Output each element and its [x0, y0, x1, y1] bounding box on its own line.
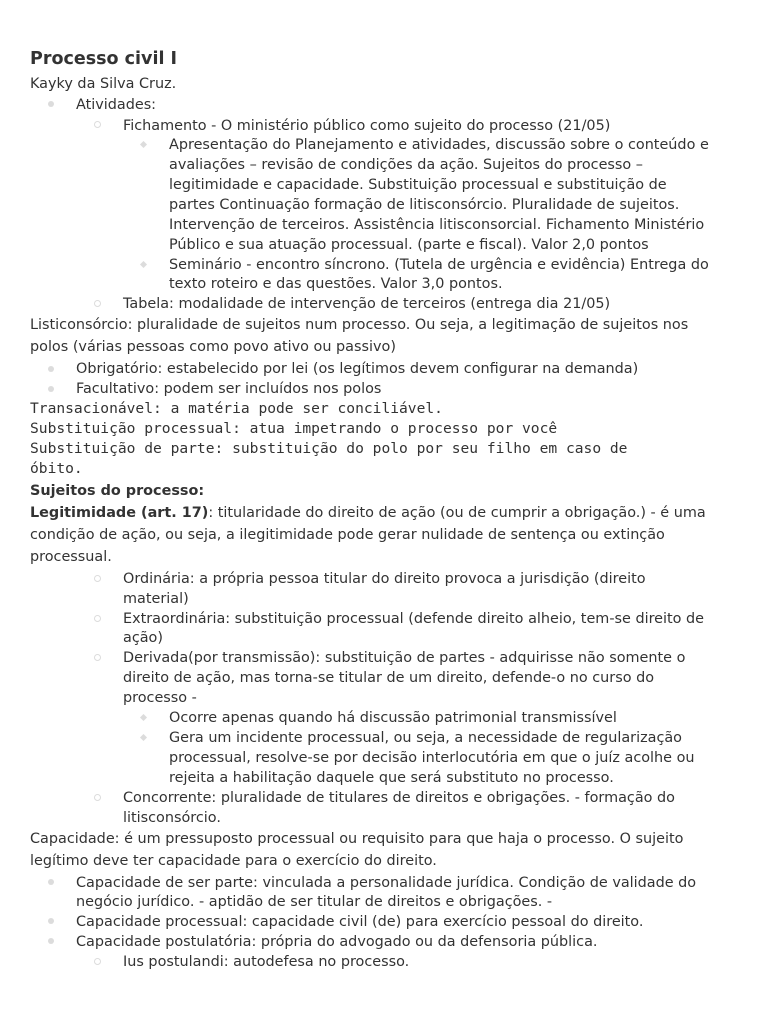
list-item-cap-postulatoria: Capacidade postulatória: própria do advogado ou da defensoria pública. — [76, 934, 598, 950]
page-title: Processo civil I — [30, 49, 178, 69]
ocorre-line: Ocorre apenas quando há discussão patrimonial transmissível — [169, 710, 617, 726]
concorrente-line-2: litisconsórcio. — [123, 810, 221, 826]
bullet-icon — [48, 386, 54, 392]
concorrente-line-1: Concorrente: pluralidade de titulares de direitos e obrigações. - formação do — [123, 790, 675, 806]
list-item-cap-processual: Capacidade processual: capacidade civil (de) para exercício pessoal do direito. — [76, 914, 644, 930]
mono-line-2: Substituição processual: atua impetrando o processo por você — [30, 420, 558, 437]
diamond-bullet-icon — [140, 141, 147, 148]
apresentacao-line-3: legitimidade e capacidade. Substituição processual e substituição de — [169, 177, 667, 193]
hollow-bullet-icon — [94, 654, 101, 661]
extraordinaria-line-2: ação) — [123, 630, 163, 646]
apresentacao-line-4: partes Continuação formação de litisconsórcio. Pluralidade de sujeitos. — [169, 197, 680, 213]
derivada-line-2: direito de ação, mas torna-se titular de um direito, defende-o no curso do — [123, 670, 655, 686]
list-item-ius: Ius postulandi: autodefesa no processo. — [123, 954, 410, 970]
bullet-icon — [48, 879, 54, 885]
ordinaria-line-2: material) — [123, 591, 189, 607]
ordinaria-line-1: Ordinária: a própria pessoa titular do direito provoca a jurisdição (direito — [123, 571, 646, 587]
capacidade-line-2: legítimo deve ter capacidade para o exercício do direito. — [30, 853, 437, 869]
apresentacao-line-2: avaliações – revisão de condições da ação. Sujeitos do processo – — [169, 157, 644, 173]
mono-line-4: óbito. — [30, 460, 83, 477]
mono-line-3: Substituição de parte: substituição do polo por seu filho em caso de — [30, 440, 628, 457]
hollow-bullet-icon — [94, 615, 101, 622]
hollow-bullet-icon — [94, 575, 101, 582]
hollow-bullet-icon — [94, 300, 101, 307]
legitimidade-line-3: processual. — [30, 549, 112, 565]
hollow-bullet-icon — [94, 794, 101, 801]
bullet-icon — [48, 918, 54, 924]
gera-line-3: rejeita a habilitação daquele que será substituto no processo. — [169, 770, 614, 786]
bullet-icon — [48, 366, 54, 372]
legitimidade-line-2: condição de ação, ou seja, a ilegitimidade pode gerar nulidade de sentença ou extinção — [30, 527, 665, 543]
listi-line-1: Listiconsórcio: pluralidade de sujeitos num processo. Ou seja, a legitimação de sujeitos nos — [30, 317, 689, 333]
list-item-facultativo: Facultativo: podem ser incluídos nos polos — [76, 381, 382, 397]
derivada-line-1: Derivada(por transmissão): substituição de partes - adquirisse não somente o — [123, 650, 686, 666]
diamond-bullet-icon — [140, 261, 147, 268]
apresentacao-line-1: Apresentação do Planejamento e atividades, discussão sobre o conteúdo e — [169, 137, 709, 153]
gera-line-2: processual, resolve-se por decisão interlocutória em que o juíz acolhe ou — [169, 750, 695, 766]
capacidade-line-1: Capacidade: é um pressuposto processual ou requisito para que haja o processo. O sujeito — [30, 831, 684, 847]
hollow-bullet-icon — [94, 121, 101, 128]
apresentacao-line-5: Intervenção de terceiros. Assistência litisconsorcial. Fichamento Ministério — [169, 217, 705, 233]
hollow-bullet-icon — [94, 958, 101, 965]
cap-parte-line-2: negócio jurídico. - aptidão de ser titular de direitos e obrigações. - — [76, 894, 553, 910]
legitimidade-text: : titularidade do direito de ação (ou de cumprir a obrigação.) - é uma — [208, 505, 706, 521]
legitimidade-line-1 — [30, 503, 706, 523]
listi-line-2: polos (várias pessoas como povo ativo ou passivo) — [30, 339, 396, 355]
bullet-icon — [48, 101, 54, 107]
section-heading-sujeitos: Sujeitos do processo: — [30, 483, 205, 499]
list-item-atividades: Atividades: — [76, 97, 157, 113]
extraordinaria-line-1: Extraordinária: substituição processual (defende direito alheio, tem-se direito de — [123, 611, 705, 627]
bullet-icon — [48, 938, 54, 944]
seminario-line-2: texto roteiro e das questões. Valor 3,0 pontos. — [169, 276, 503, 292]
author: Kayky da Silva Cruz. — [30, 76, 177, 92]
diamond-bullet-icon — [140, 714, 147, 721]
mono-line-1: Transacionável: a matéria pode ser conciliável. — [30, 400, 443, 417]
diamond-bullet-icon — [140, 734, 147, 741]
apresentacao-line-6: Público e sua atuação processual. (parte e fiscal). Valor 2,0 pontos — [169, 237, 649, 253]
legitimidade-label: Legitimidade (art. 17) — [30, 505, 209, 521]
gera-line-1: Gera um incidente processual, ou seja, a necessidade de regularização — [169, 730, 682, 746]
list-item-tabela: Tabela: modalidade de intervenção de terceiros (entrega dia 21/05) — [123, 296, 611, 312]
derivada-line-3: processo - — [123, 690, 197, 706]
seminario-line-1: Seminário - encontro síncrono. (Tutela de urgência e evidência) Entrega do — [169, 257, 709, 273]
list-item-fichamento: Fichamento - O ministério público como sujeito do processo (21/05) — [123, 118, 611, 134]
list-item-obrigatorio: Obrigatório: estabelecido por lei (os legítimos devem configurar na demanda) — [76, 361, 639, 377]
cap-parte-line-1: Capacidade de ser parte: vinculada a personalidade jurídica. Condição de validade do — [76, 875, 697, 891]
